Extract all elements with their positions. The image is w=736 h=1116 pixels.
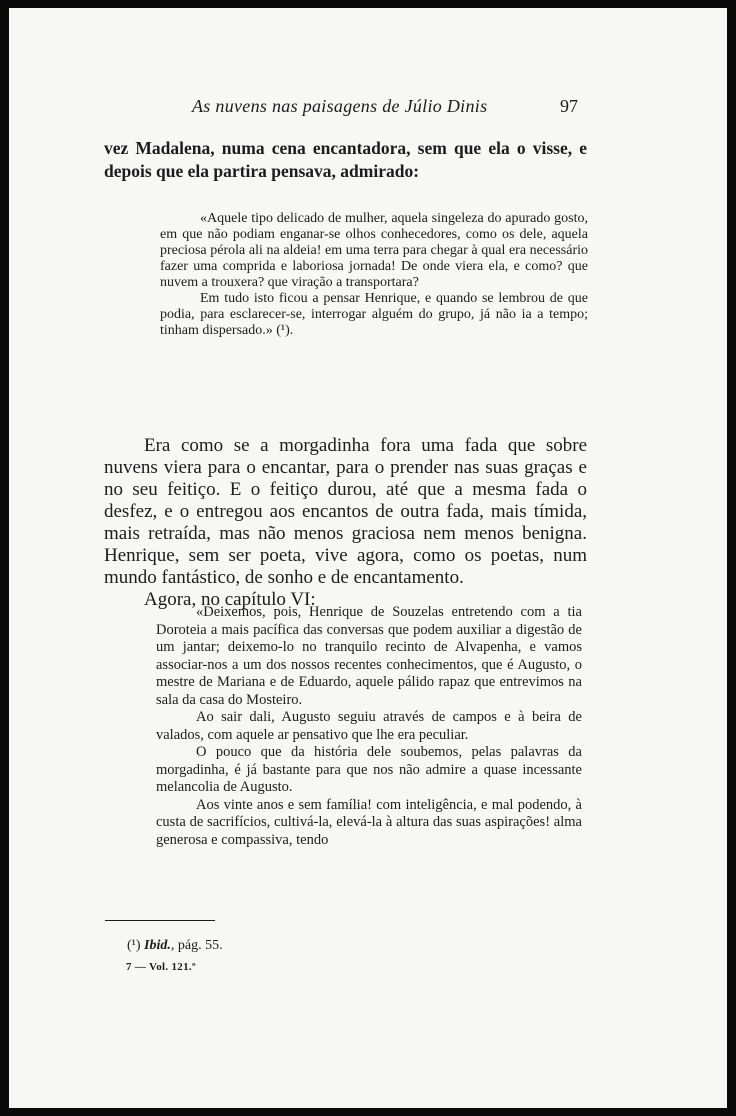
footnote-page: , pág. 55.: [170, 938, 223, 953]
quote2-paragraph-1: «Deixemos, pois, Henrique de Souzelas entretendo com a tia Doroteia a mais pacífica das conversas que podem auxiliar a digestão de um jantar; deixemo-lo no tranquilo recinto de Alvapenha, e vamos associar-nos a um dos nossos recentes conhecimentos, que é Augusto, o mestre de Mariana e de Eduardo, aquele pálido rapaz que entrevimos na sala da casa do Mosteiro.: [156, 604, 582, 708]
footnote-reference: Ibid.: [144, 938, 171, 953]
printer-signature: 7 — Vol. 121.º: [126, 961, 196, 973]
quote1-paragraph-1: «Aquele tipo delicado de mulher, aquela singeleza do apurado gosto, em que não podiam enganar-se olhos conhecedores, como os dele, aquela preciosa pérola ali na aldeia! em uma terra para chegar à qual era necessário fazer uma comprida e laboriosa jornada! De onde viera ela, e como? que nuvem a trouxera? que viração a transportara?: [160, 211, 588, 290]
main-paragraph-2: Agora, no capítulo VI:: [144, 589, 316, 610]
quote2-paragraph-2: Ao sair dali, Augusto seguiu através de campos e à beira de valados, com aquele ar pensativo que lhe era peculiar.: [156, 709, 582, 743]
quote2-paragraph-4: Aos vinte anos e sem família! com inteligência, e mal podendo, à custa de sacrifícios, cultivá-la, elevá-la à altura das suas aspirações! alma generosa e compassiva, tendo: [156, 796, 582, 848]
quote-block-1: [160, 211, 588, 339]
quote-block-2: [156, 604, 582, 849]
page-number: 97: [560, 96, 578, 116]
lead-paragraph: vez Madalena, numa cena encantadora, sem que ela o visse, e depois que ela partira pensava, admirado:: [104, 138, 587, 181]
page-header: [9, 96, 727, 120]
footnote: [127, 938, 223, 954]
main-paragraph-1: Era como se a morgadinha fora uma fada que sobre nuvens viera para o encantar, para o prender nas suas graças e no seu feitiço. E o feitiço durou, até que a mesma fada o desfez, e o entregou aos encantos de outra fada, mais tímida, mais retraída, mas não menos graciosa nem menos benigna. Henrique, sem ser poeta, vive agora, como os poetas, num mundo fantástico, de sonho e de encantamento.: [104, 435, 587, 588]
book-page: [9, 8, 727, 1108]
main-text: [104, 435, 587, 611]
footnote-divider: [105, 920, 215, 921]
footnote-marker: (¹): [127, 938, 141, 953]
quote1-paragraph-2: Em tudo isto ficou a pensar Henrique, e quando se lembrou de que podia, para esclarecer-se, interrogar alguém do grupo, já não ia a tempo; tinham dispersado.» (¹).: [160, 291, 588, 338]
running-title: As nuvens nas paisagens de Júlio Dinis: [192, 96, 488, 116]
quote2-paragraph-3: O pouco que da história dele soubemos, pelas palavras da morgadinha, é já bastante para que nos não admire a quase incessante melancolia de Augusto.: [156, 744, 582, 795]
